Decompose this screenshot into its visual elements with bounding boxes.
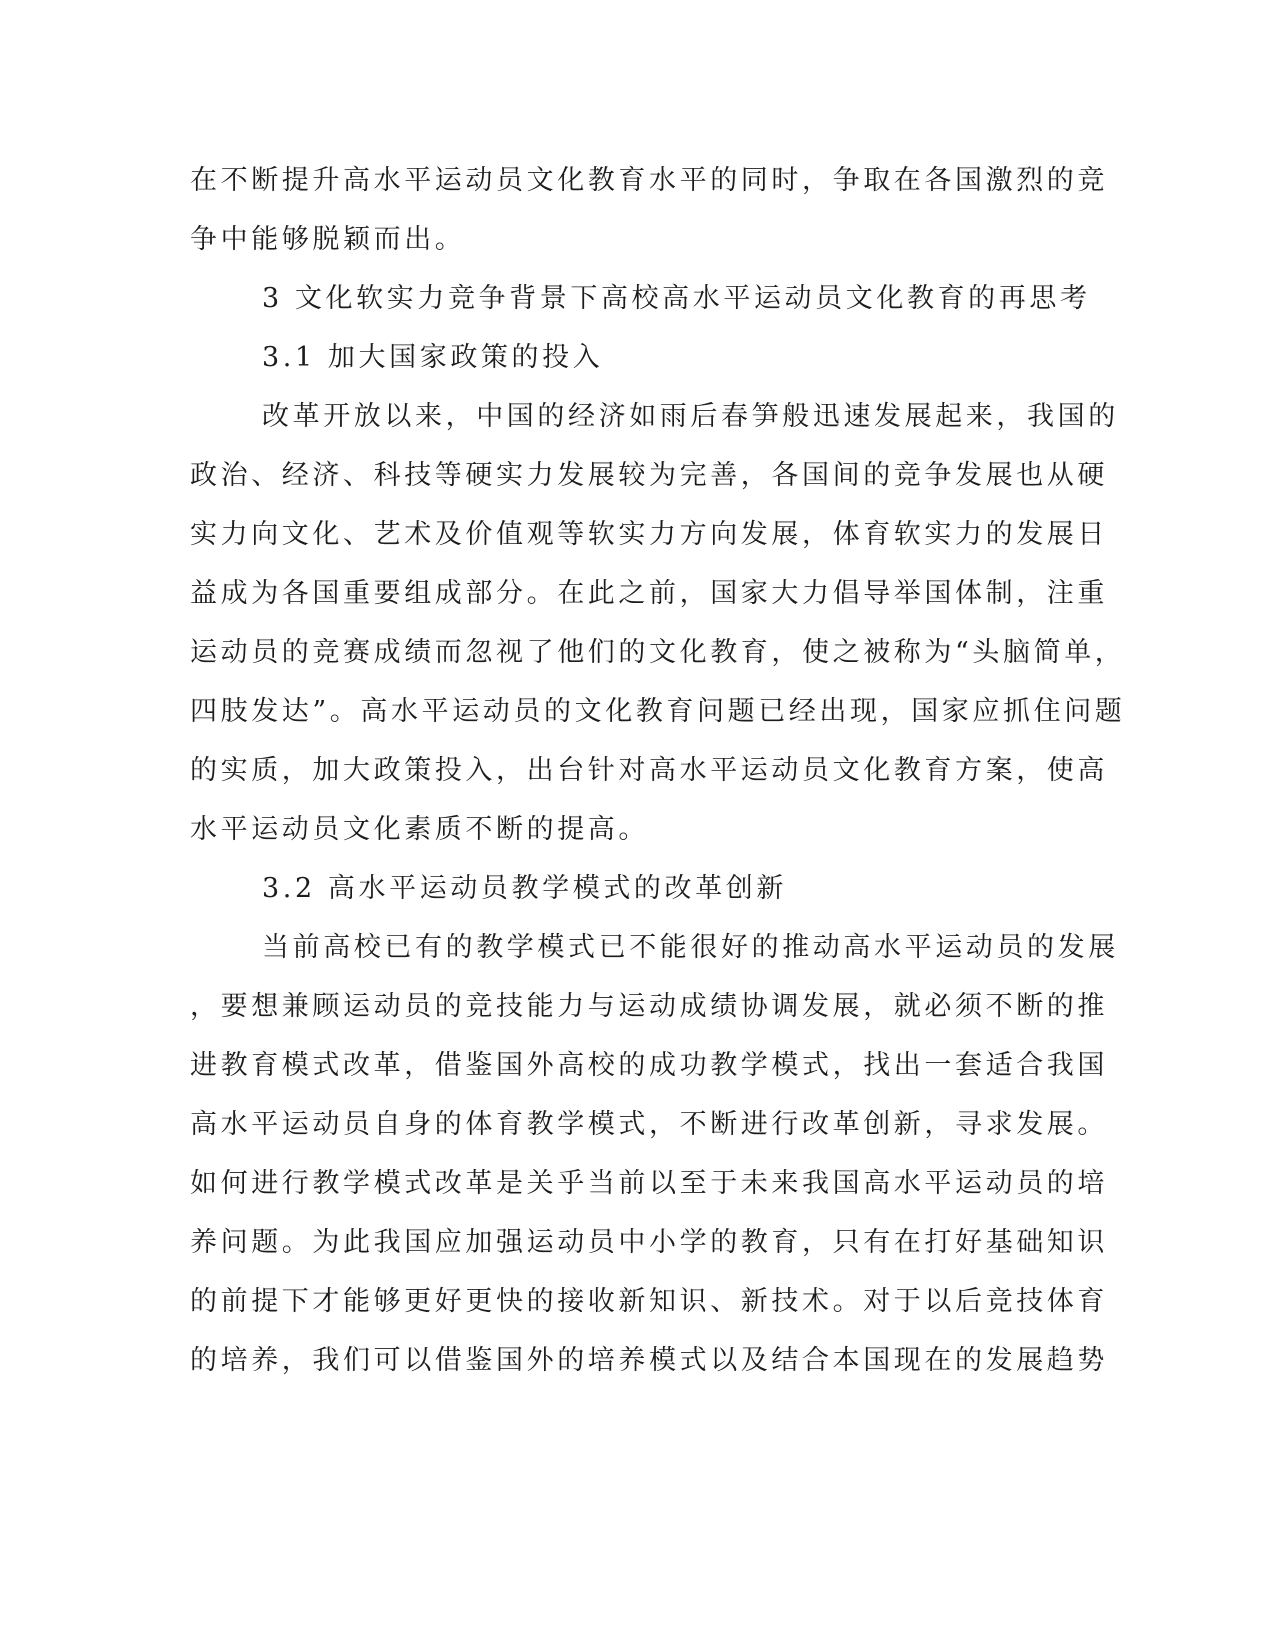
- paragraph-line: 政治、经济、科技等硬实力发展较为完善，各国间的竞争发展也从硬: [190, 460, 1108, 491]
- paragraph-line: 养问题。为此我国应加强运动员中小学的教育，只有在打好基础知识: [190, 1227, 1108, 1258]
- paragraph-line: 高水平运动员自身的体育教学模式，不断进行改革创新，寻求发展。: [190, 1109, 1108, 1140]
- paragraph-line: 当前高校已有的教学模式已不能很好的推动高水平运动员的发展: [262, 932, 1119, 963]
- paragraph-line: 水平运动员文化素质不断的提高。: [190, 814, 649, 845]
- paragraph-line: 进教育模式改革，借鉴国外高校的成功教学模式，找出一套适合我国: [190, 1050, 1108, 1081]
- paragraph-line: 运动员的竞赛成绩而忽视了他们的文化教育，使之被称为“头脑简单，: [190, 637, 1126, 668]
- paragraph-line: 的培养，我们可以借鉴国外的培养模式以及结合本国现在的发展趋势: [190, 1345, 1108, 1376]
- paragraph-line: 在不断提升高水平运动员文化教育水平的同时，争取在各国激烈的竞: [190, 165, 1108, 196]
- section-heading: 3 文化软实力竞争背景下高校高水平运动员文化教育的再思考: [262, 283, 1091, 314]
- paragraph-line: 改革开放以来，中国的经济如雨后春笋般迅速发展起来，我国的: [262, 401, 1119, 432]
- paragraph-line: 争中能够脱颖而出。: [190, 224, 466, 255]
- paragraph-line: ，要想兼顾运动员的竞技能力与运动成绩协调发展，就必须不断的推: [190, 991, 1108, 1022]
- paragraph-line: 益成为各国重要组成部分。在此之前，国家大力倡导举国体制，注重: [190, 578, 1108, 609]
- paragraph-line: 的实质，加大政策投入，出台针对高水平运动员文化教育方案，使高: [190, 755, 1108, 786]
- paragraph-line: 的前提下才能够更好更快的接收新知识、新技术。对于以后竞技体育: [190, 1286, 1108, 1317]
- paragraph-line: 实力向文化、艺术及价值观等软实力方向发展，体育软实力的发展日: [190, 519, 1108, 550]
- paragraph-line: 如何进行教学模式改革是关乎当前以至于未来我国高水平运动员的培: [190, 1168, 1108, 1199]
- paragraph-line: 四肢发达”。高水平运动员的文化教育问题已经出现，国家应抓住问题: [190, 696, 1126, 727]
- subsection-heading: 3.1 加大国家政策的投入: [262, 342, 604, 373]
- subsection-heading: 3.2 高水平运动员教学模式的改革创新: [262, 873, 787, 904]
